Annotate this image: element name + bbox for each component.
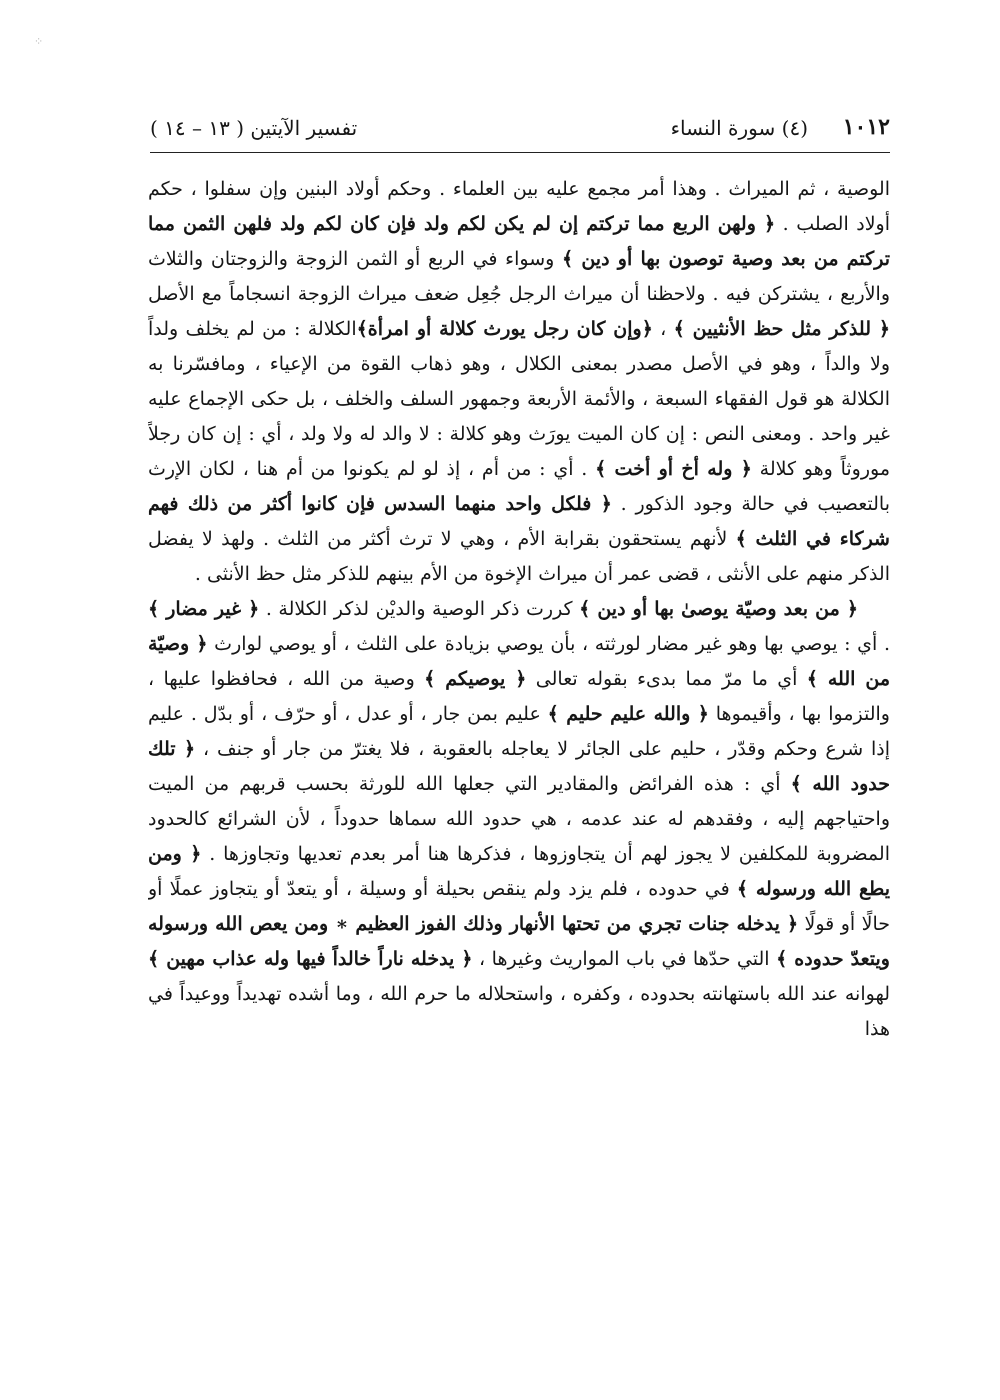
commentary-text: أي : هذه الفرائض والمقادير التي جعلها الله للورثة بحسب قربهم من الميت واحتياجهم إليه ، وفقدهم له عند عدمه ، هي حدود الله سماها حدوداً ، لأن الشرائع كالحدود المضروبة للمكلفين لا يجوز لهم أن يتجاوزوها ، فذكرها هنا أمر بعدم تعديها وتجاوزها .: [148, 773, 890, 865]
commentary-text: . أي : من أم ، إذ لو لم يكونوا من أم هنا ، لكان الإرث بالتعصيب في حالة وجود الذكور .: [148, 458, 890, 515]
quran-verse-quote: ﴿ غير مضار ﴾: [148, 598, 260, 620]
commentary-text: أي ما مرّ مما بدىء بقوله تعالى: [526, 668, 807, 690]
quran-verse-quote: ﴿ يدخله ناراً خالداً فيها وله عذاب مهين ﴾: [148, 948, 473, 970]
quran-verse-quote: ﴿ والله عليم حليم ﴾: [547, 703, 709, 725]
quran-verse-quote: ﴿ تلك حدود الله ﴾: [148, 738, 890, 795]
commentary-text: عليم بمن جار ، أو عدل ، أو حرّف ، أو بدّل . عليم إذا شرع وحكم وقدّر ، حليم على الجائر لا يعاجله بالعقوبة ، فلا يغترّ من جار أو جنف ،: [148, 703, 890, 760]
quran-verse-quote: ﴿ وله أخ أو أخت ﴾: [595, 458, 752, 480]
commentary-text: كررت ذكر الوصية والديْن لذكر الكلالة .: [259, 598, 580, 620]
commentary-text: في حدوده ، فلم يزد ولم ينقص بحيلة أو وسيلة ، أو يتعدّ أو يتجاوز عملًا أو حالًا أو قولًا: [148, 878, 890, 935]
verses-label: تفسير الآيتين ( ١٣ – ١٤ ): [150, 116, 358, 140]
quran-verse-quote: ﴿ ولهن الربع مما تركتم إن لم يكن لكم ولد فإن كان لكم ولد فلهن الثمن مما تركتم من بعد وصية توصون بها أو دين ﴾: [148, 213, 890, 270]
commentary-text: لأنهم يستحقون بقرابة الأم ، وهي لا ترث أكثر من الثلث . ولهذ لا يفضل الذكر منهم على الأنثى ، قضى عمر أن ميراث الإخوة من الأم بينهم للذكر مثل حظ الأنثى .: [148, 528, 890, 585]
quran-verse-quote: ﴿ يدخله جنات تجري من تحتها الأنهار وذلك الفوز العظيم ∗ ومن يعص الله ورسوله ويتعدّ حدوده ﴾: [148, 913, 890, 970]
paragraph: [148, 172, 890, 592]
quran-verse-quote: ﴿وإن كان رجل يورث كلالة أو امرأة﴾: [356, 318, 653, 340]
running-header: [150, 112, 890, 153]
paragraph: [148, 592, 890, 1047]
commentary-text: لهوانه عند الله باستهانته بحدوده ، وكفره ، واستحلاله ما حرم الله ، وما أشده تهديداً ووعيداً في هذا: [148, 983, 890, 1040]
body-text: [148, 172, 890, 1352]
commentary-text: التي حدّها في باب المواريث وغيرها ،: [472, 948, 777, 970]
commentary-text: الوصية ، ثم الميراث . وهذا أمر مجمع عليه بين العلماء . وحكم أولاد البنين وإن سفلوا ، حكم أولاد الصلب .: [148, 178, 890, 235]
quran-verse-quote: ﴿ من بعد وصيّة يوصىٰ بها أو دين ﴾: [579, 598, 858, 620]
commentary-text: وصية من الله ، فحافظوا عليها ، والتزموا بها ، وأقيموها: [148, 668, 890, 725]
quran-verse-quote: ﴿ فلكل واحد منهما السدس فإن كانوا أكثر من ذلك فهم شركاء في الثلث ﴾: [148, 493, 890, 550]
surah-label: (٤) سورة النساء: [670, 116, 808, 140]
quran-verse-quote: ﴿ للذكر مثل حظ الأنثيين ﴾: [673, 318, 890, 340]
commentary-text: ،: [652, 318, 674, 340]
quran-verse-quote: ﴿ يوصيكم ﴾: [424, 668, 527, 690]
quran-verse-quote: ﴿ وصيّة من الله ﴾: [148, 633, 890, 690]
quran-verse-quote: ﴿ ومن يطع الله ورسوله ﴾: [148, 843, 890, 900]
commentary-text: الكلالة : من لم يخلف ولداً ولا والداً ، وهو في الأصل مصدر بمعنى الكلال ، وهو ذهاب القوة من الإعياء ، ومافسّرنا به الكلالة هو قول الفقهاء السبعة ، والأئمة الأربعة وجمهور السلف والخلف ، بل حكى الإجماع عليه غير واحد . ومعنى النص : إن كان الميت يورَث وهو كلالة : لا والد له ولا ولد ، أي : إن كان رجلاً موروثاً وهو كلالة: [148, 318, 890, 480]
commentary-text: وسواء في الربع أو الثمن الزوجة والزوجتان والثلاث والأربع ، يشتركن فيه . ولاحظنا أن ميراث الرجل جُعِل ضعف ميراث الزوجة انسجاماً مع الأصل: [148, 248, 890, 305]
scan-speck: ⁘: [34, 35, 44, 48]
commentary-text: . أي : يوصي بها وهو غير مضار لورثته ، بأن يوصي بزيادة على الثلث ، أو يوصي لوارث: [207, 633, 890, 655]
page-number: ١٠١٢: [842, 114, 890, 140]
